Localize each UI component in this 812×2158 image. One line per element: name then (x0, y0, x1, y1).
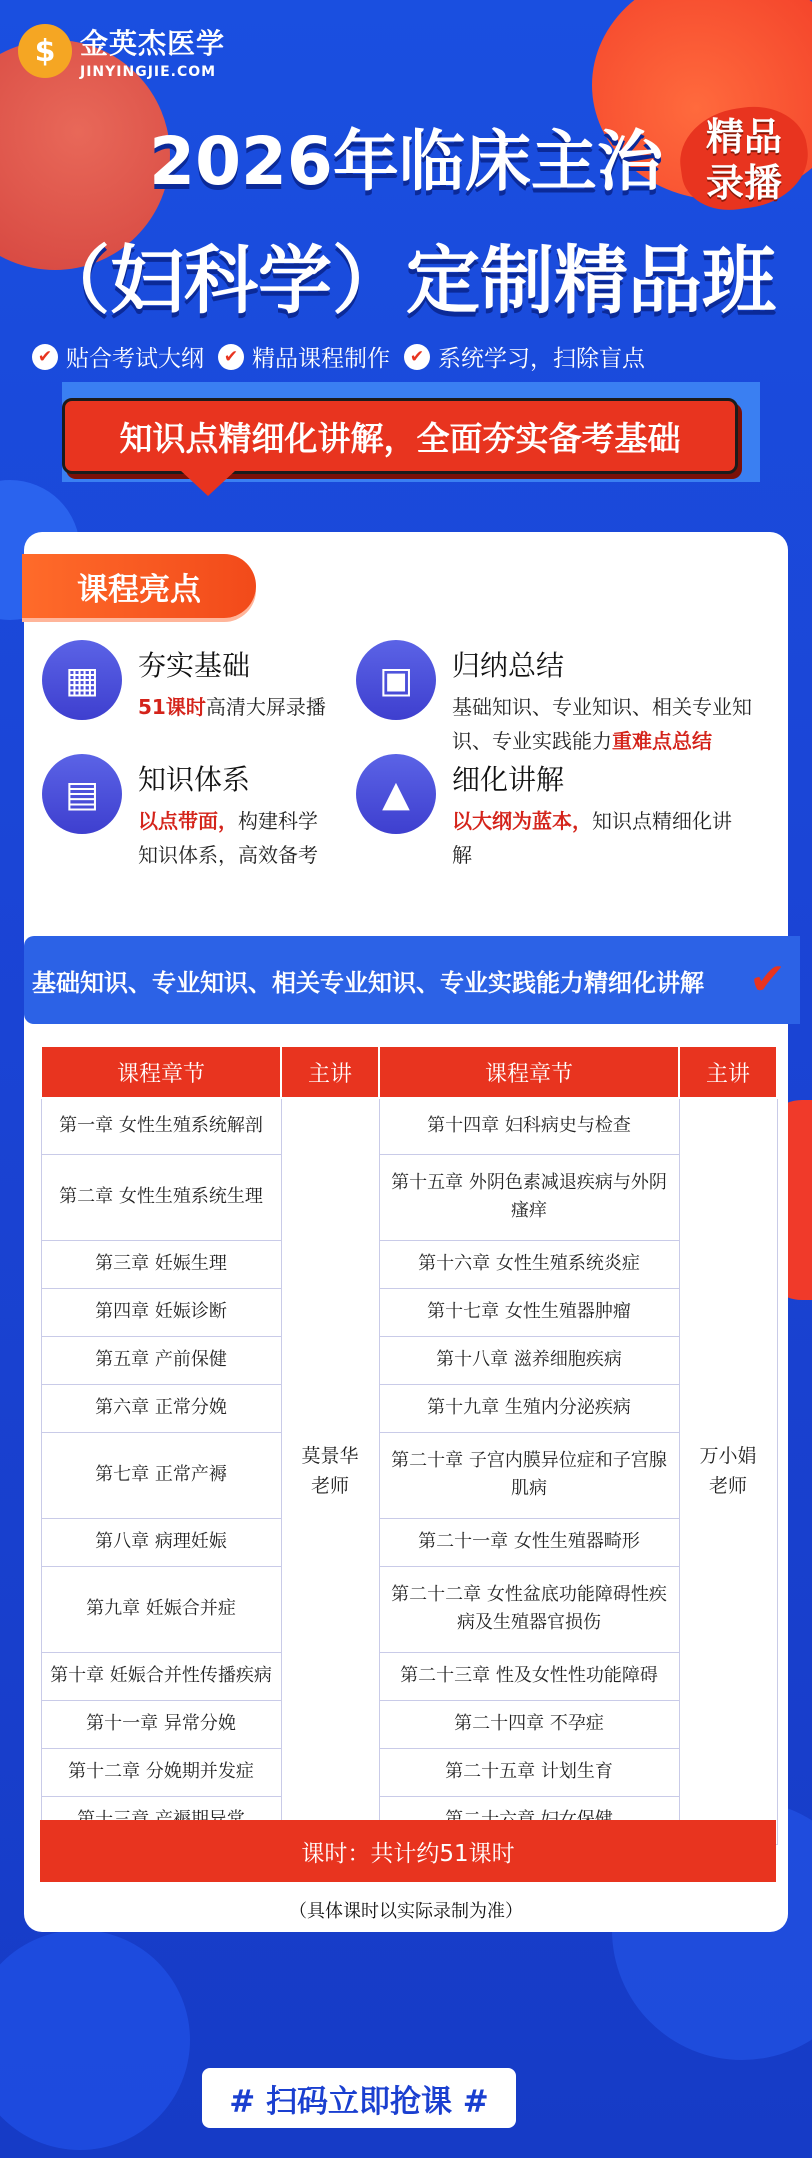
chapter-cell: 第十二章 分娩期并发症 (41, 1748, 281, 1796)
check-icon (218, 344, 244, 370)
chapter-cell: 第一章 女性生殖系统解剖 (41, 1098, 281, 1154)
chapter-cell: 第十七章 女性生殖器肿瘤 (379, 1288, 679, 1336)
chapter-cell: 第二十四章 不孕症 (379, 1700, 679, 1748)
table-row (41, 1098, 777, 1154)
teacher-cell: 万小娟 老师 (679, 1098, 777, 1844)
banner-pointer (180, 470, 236, 496)
scan-to-buy-button[interactable]: # 扫码立即抢课 # (202, 2068, 516, 2128)
table-header: 主讲 (281, 1046, 379, 1098)
scope-bar: 基础知识、专业知识、相关专业知识、专业实践能力精细化讲解 ✔ (24, 936, 800, 1024)
table-row (41, 1652, 777, 1700)
highlights-tag: 课程亮点 (22, 554, 256, 618)
chapter-cell: 第六章 正常分娩 (41, 1384, 281, 1432)
image-icon: ▣ (356, 640, 436, 720)
chapter-cell: 第二十一章 女性生殖器畸形 (379, 1518, 679, 1566)
chapter-cell: 第二十五章 计划生育 (379, 1748, 679, 1796)
page-title: 2026年临床主治 (149, 123, 663, 200)
highlight-item: ▲ 细化讲解 以大纲为蓝本，知识点精细化讲解 (356, 754, 766, 872)
chapter-cell: 第十九章 生殖内分泌疾病 (379, 1384, 679, 1432)
chapter-cell: 第十四章 妇科病史与检查 (379, 1098, 679, 1154)
brand-name: 金英杰医学 (80, 27, 226, 60)
page-subtitle: （妇科学）定制精品班 (36, 238, 776, 324)
chapter-cell: 第二十章 子宫内膜异位症和子宫腺肌病 (379, 1432, 679, 1518)
table-row (41, 1518, 777, 1566)
feature-item: ✔ 精品课程制作 (218, 340, 390, 373)
feature-item: ✔ 贴合考试大纲 (32, 340, 204, 373)
table-header: 课程章节 (41, 1046, 281, 1098)
chapter-cell: 第二十二章 女性盆底功能障碍性疾病及生殖器官损伤 (379, 1566, 679, 1652)
chapter-cell: 第二十三章 性及女性性功能障碍 (379, 1652, 679, 1700)
calendar-icon: ▦ (42, 640, 122, 720)
table-row (41, 1566, 777, 1652)
teacher-cell: 莫景华 老师 (281, 1098, 379, 1844)
table-row (41, 1240, 777, 1288)
chapter-cell: 第三章 妊娠生理 (41, 1240, 281, 1288)
checkmark-icon: ✔ (749, 954, 786, 1005)
logo-icon (18, 24, 72, 78)
table-row (41, 1154, 777, 1240)
check-icon (404, 344, 430, 370)
chapter-cell: 第十八章 滋养细胞疾病 (379, 1336, 679, 1384)
brand-domain: JINYINGJIE.COM (80, 64, 217, 80)
highlight-item: ▤ 知识体系 以点带面，构建科学知识体系，高效备考 (42, 754, 342, 872)
table-header: 主讲 (679, 1046, 777, 1098)
check-icon (32, 344, 58, 370)
slogan-banner: 知识点精细化讲解，全面夯实备考基础 (62, 398, 738, 474)
chapter-cell: 第十五章 外阴色素减退疾病与外阴瘙痒 (379, 1154, 679, 1240)
chapter-cell: 第十一章 异常分娩 (41, 1700, 281, 1748)
table-header: 课程章节 (379, 1046, 679, 1098)
table-row (41, 1336, 777, 1384)
chapter-cell: 第九章 妊娠合并症 (41, 1566, 281, 1652)
total-hours: 课时：共计约51课时 (40, 1820, 776, 1882)
hours-note: （具体课时以实际录制为准） (289, 1901, 523, 1922)
chapter-cell: 第八章 病理妊娠 (41, 1518, 281, 1566)
chapter-cell: 第七章 正常产褥 (41, 1432, 281, 1518)
chapter-cell: 第五章 产前保健 (41, 1336, 281, 1384)
brand-logo[interactable] (18, 22, 225, 80)
chapter-cell: 第十六章 女性生殖系统炎症 (379, 1240, 679, 1288)
decor-circle (0, 1930, 190, 2150)
chapter-table (40, 1045, 778, 1845)
table-row (41, 1384, 777, 1432)
table-row (41, 1700, 777, 1748)
highlight-item: ▦ 夯实基础 51课时高清大屏录播 (42, 640, 362, 724)
feature-list (32, 340, 645, 373)
table-row (41, 1748, 777, 1796)
premium-badge: 精品 录播 (680, 108, 808, 208)
chapter-cell: 第十章 妊娠合并性传播疾病 (41, 1652, 281, 1700)
table-row (41, 1288, 777, 1336)
feature-item: ✔ 系统学习，扫除盲点 (404, 340, 645, 373)
chapter-cell: 第二章 女性生殖系统生理 (41, 1154, 281, 1240)
highlight-item: ▣ 归纳总结 基础知识、专业知识、相关专业知识、专业实践能力重难点总结 (356, 640, 776, 758)
graduation-cap-icon: ▲ (356, 754, 436, 834)
table-row (41, 1432, 777, 1518)
document-icon: ▤ (42, 754, 122, 834)
chapter-cell: 第四章 妊娠诊断 (41, 1288, 281, 1336)
